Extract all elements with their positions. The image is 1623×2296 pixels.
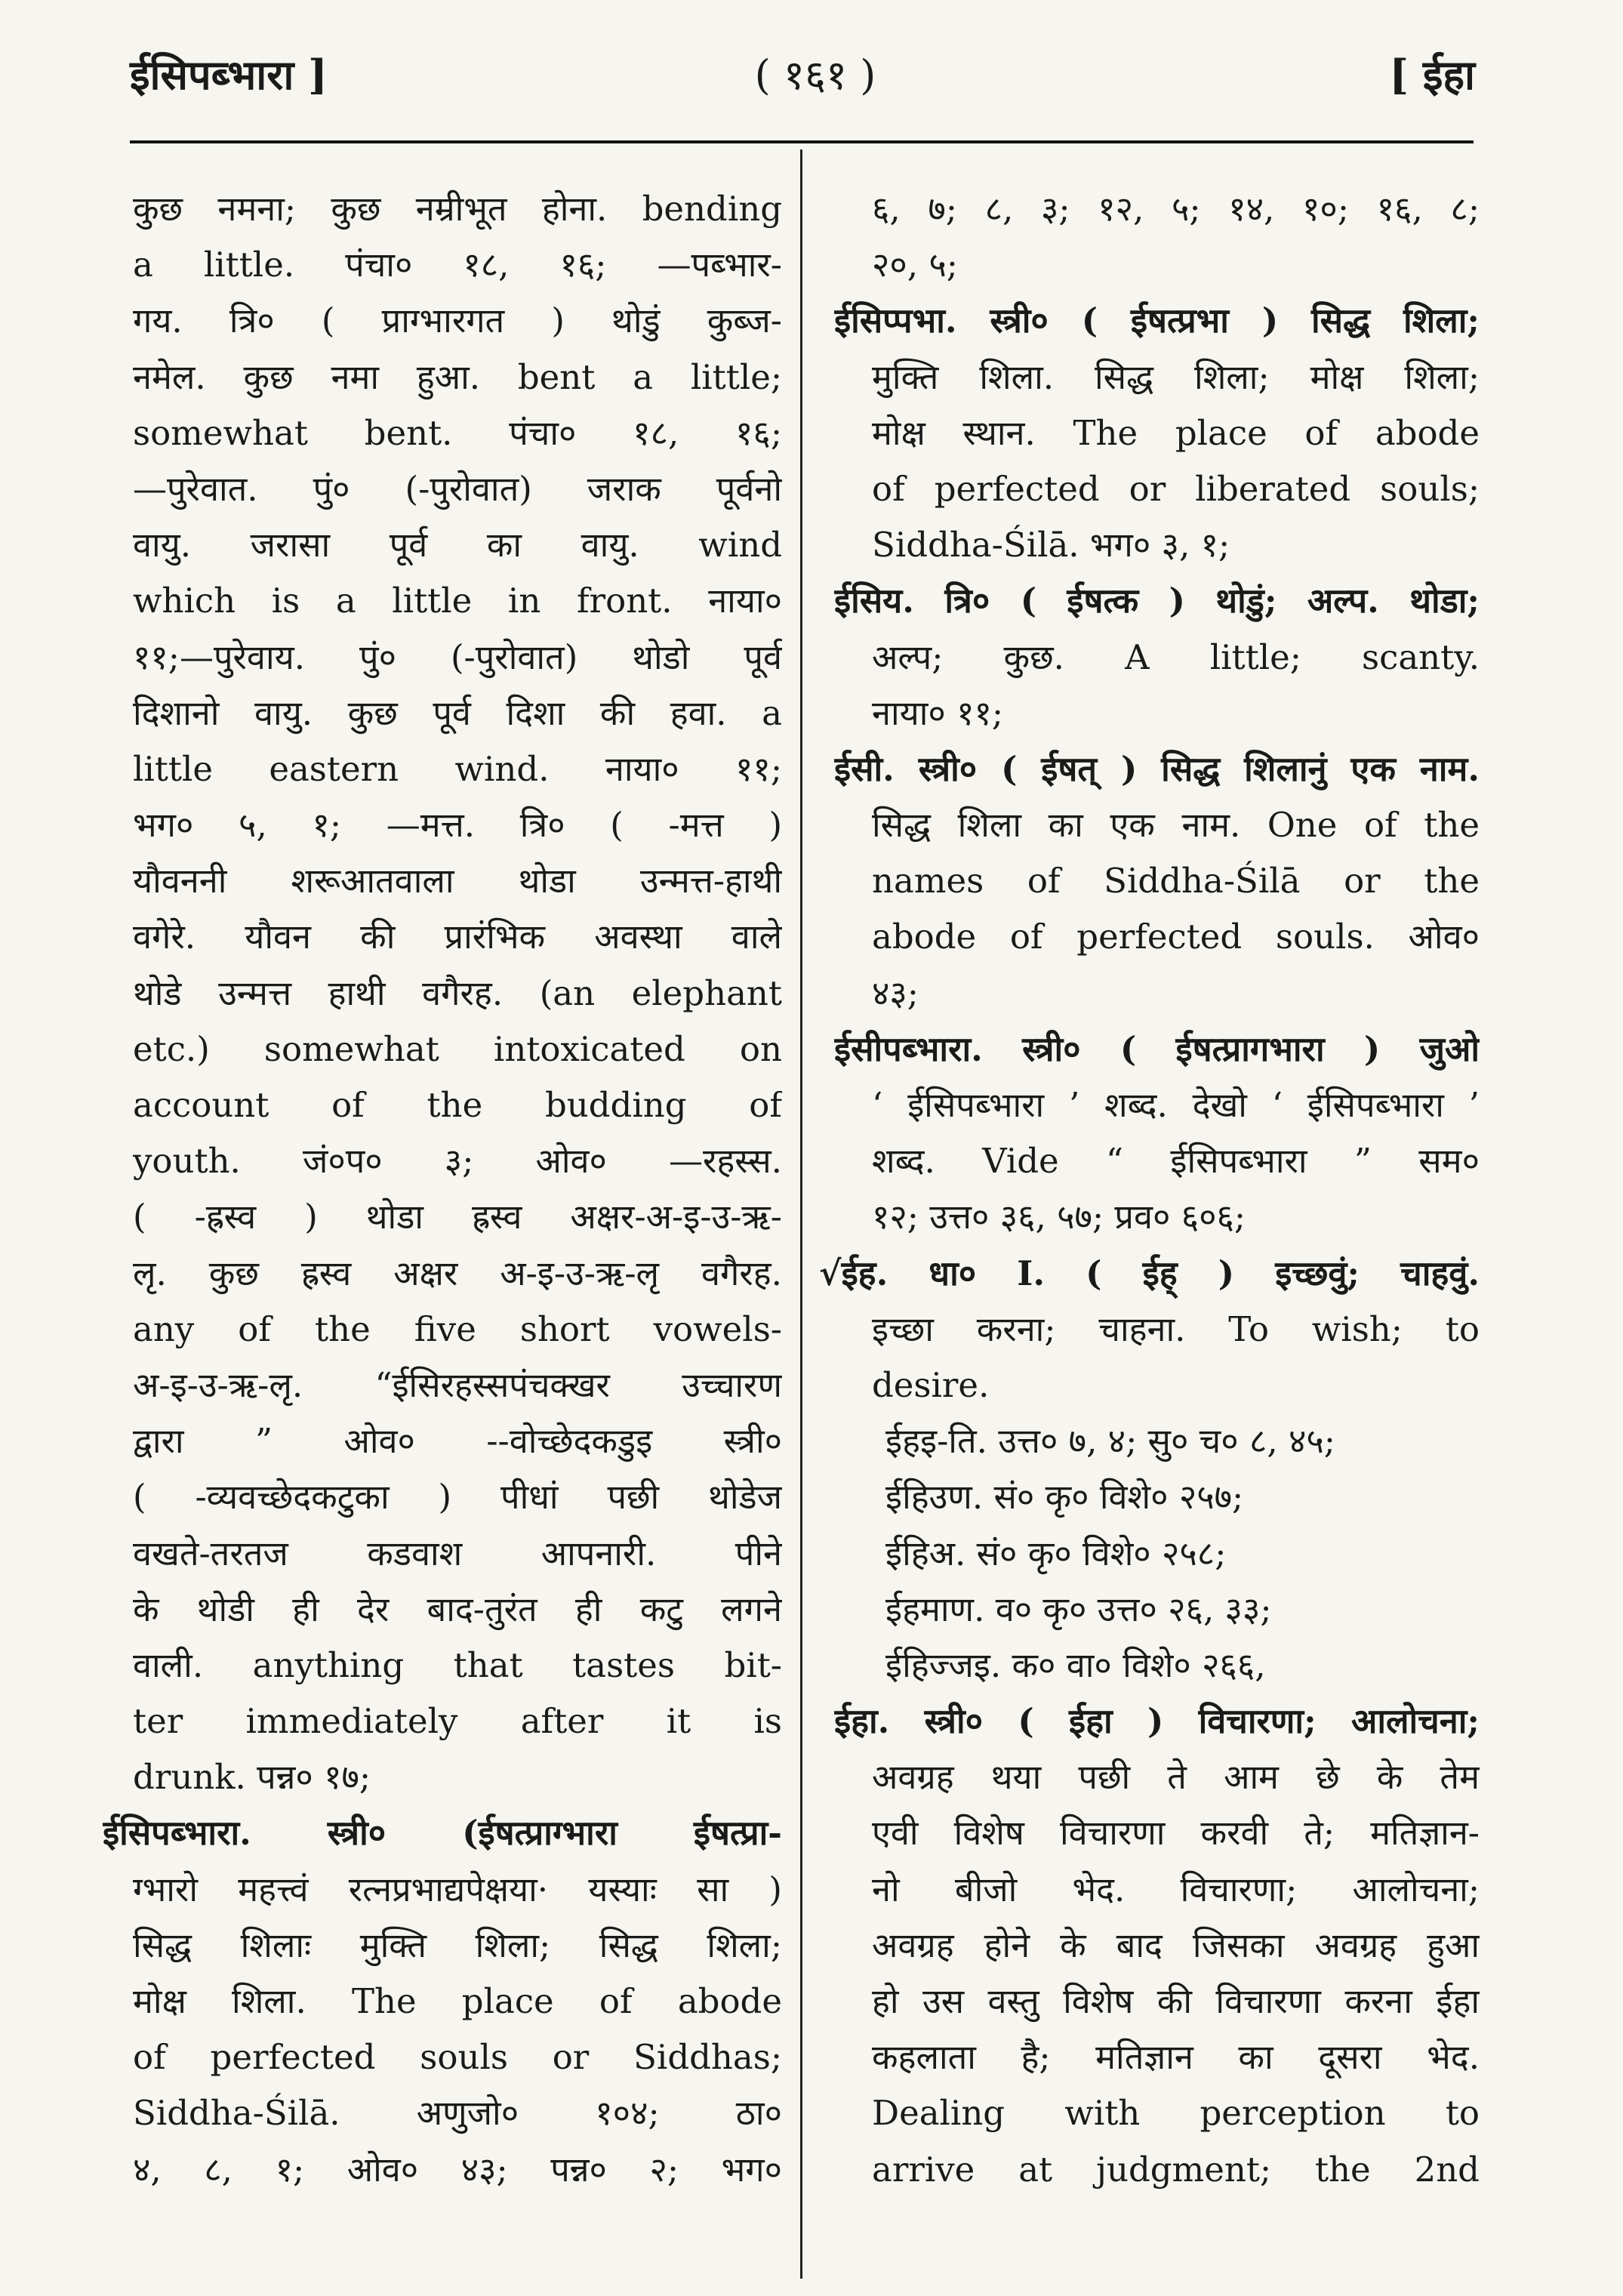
text-line: कहलाता है; मतिज्ञान का दूसरा भेद. (872, 2037, 1480, 2078)
text-line: अवग्रह होने के बाद जिसका अवग्रह हुआ (872, 1925, 1480, 1965)
text-line: account of the budding of (133, 1085, 782, 1125)
text-line: मुक्ति शिला. सिद्ध शिला; मोक्ष शिला; (872, 356, 1480, 397)
text-line: वखते-तरतज कडवाश आपनारी. पीने (133, 1533, 782, 1573)
text-line: यौवननी शरूआतवाला थोडा उन्मत्त-हाथी (133, 861, 782, 901)
text-line: अवग्रह थया पछी ते आम छे के तेम (872, 1757, 1480, 1798)
text-line: वगेरे. यौवन की प्रारंभिक अवस्था वाले (133, 917, 782, 957)
headword-line: ईसिपब्भारा. स्त्री० (ईषत्प्राग्भारा ईषत्प्रा- (103, 1813, 782, 1854)
text-line: Siddha-Śilā. अणुजो० १०४; ठा० (133, 2093, 782, 2134)
text-line: द्वारा ” ओव० --वोच्छेदकडुइ स्त्री० (133, 1421, 782, 1462)
text-line: desire. (872, 1364, 990, 1405)
text-line: ter immediately after it is (133, 1701, 782, 1742)
text-line: एवी विशेष विचारणा करवी ते; मतिज्ञान- (872, 1813, 1480, 1854)
text-line: ४३; (872, 972, 919, 1013)
form-line: ईहिउण. सं० कृ० विशे० २५७; (885, 1477, 1244, 1518)
right-column (819, 181, 1480, 2198)
text-line: little eastern wind. नाया० ११; (133, 748, 782, 789)
header-rule (130, 140, 1474, 143)
text-line: वायु. जरासा पूर्व का वायु. wind (133, 525, 782, 566)
header-left-guideword: ईसिपब्भारा ] (130, 51, 328, 99)
text-line: ( -ह्रस्व ) थोडा ह्रस्व अक्षर-अ-इ-उ-ऋ- (133, 1197, 782, 1237)
text-line: सिद्ध शिलाः मुक्ति शिला; सिद्ध शिला; (133, 1925, 782, 1965)
form-line: ईहमाण. व० कृ० उत्त० २६, ३३; (885, 1589, 1272, 1629)
text-line: ४, ८, १; ओव० ४३; पन्न० २; भग० (133, 2149, 782, 2190)
text-line: ११;—पुरेवाय. पुं० (-पुरोवात) थोडो पूर्व (133, 636, 782, 677)
text-line: etc.) somewhat intoxicated on (133, 1028, 782, 1069)
text-line: ६, ७; ८, ३; १२, ५; १४, १०; १६, ८; (872, 189, 1480, 229)
text-line: names of Siddha-Śilā or the (872, 861, 1480, 901)
headword-line: √ईह. धा० I. ( ईह् ) इच्छवुं; चाहवुं. (819, 1253, 1480, 1293)
text-line: २०, ५; (872, 245, 958, 285)
text-line: लृ. कुछ ह्रस्व अक्षर अ-इ-उ-ऋ-लृ वगैरह. (133, 1253, 782, 1293)
form-line: ईहिअ. सं० कृ० विशे० २५८; (885, 1533, 1227, 1573)
text-line: भग० ५, १; —मत्त. त्रि० ( -मत्त ) (133, 805, 782, 846)
text-line: abode of perfected souls. ओव० (872, 917, 1480, 957)
text-line: नो बीजो भेद. विचारणा; आलोचना; (872, 1869, 1480, 1909)
text-line: कुछ नमना; कुछ नम्रीभूत होना. bending (133, 189, 782, 229)
text-line: youth. जं०प० ३; ओव० —रहस्स. (133, 1141, 782, 1182)
text-line: a little. पंचा० १८, १६; —पब्भार- (133, 245, 782, 285)
text-line: of perfected or liberated souls; (872, 468, 1480, 509)
text-line: ( -व्यवच्छेदकटुका ) पीधां पछी थोडेज (133, 1477, 782, 1518)
text-line: हो उस वस्तु विशेष की विचारणा करना ईहा (872, 1981, 1480, 2021)
text-line: अल्प; कुछ. A little; scanty. (872, 636, 1480, 677)
text-line: अ-इ-उ-ऋ-लृ. “ईसिरहस्सपंचक्खर उच्चारण (133, 1364, 782, 1405)
text-line: नमेल. कुछ नमा हुआ. bent a little; (133, 356, 782, 397)
header-right-guideword: [ ईहा (1389, 51, 1475, 99)
text-line: शब्द. Vide “ ईसिपब्भारा ” सम० (872, 1141, 1480, 1182)
form-line: ईहिज्जइ. क० वा० विशे० २६६, (885, 1644, 1266, 1685)
text-line: ग्भारो महत्त्वं रत्नप्रभाद्यपेक्षया· यस्याः सा ) (133, 1869, 782, 1909)
text-line: —पुरेवात. पुं० (-पुरोवात) जराक पूर्वनो (133, 468, 782, 509)
headword-line: ईसिय. त्रि० ( ईषत्क ) थोडुं; अल्प. थोडा; (834, 581, 1480, 621)
text-line: of perfected souls or Siddhas; (133, 2037, 782, 2078)
text-line: which is a little in front. नाया० (133, 581, 782, 621)
page-header (0, 45, 1623, 106)
text-line: गय. त्रि० ( प्राग्भारगत ) थोडुं कुब्ज- (133, 300, 782, 341)
column-divider (800, 149, 802, 2279)
text-line: के थोडी ही देर बाद-तुरंत ही कटु लगने (133, 1589, 782, 1629)
text-line: १२; उत्त० ३६, ५७; प्रव० ६०६; (872, 1197, 1246, 1237)
text-line: इच्छा करना; चाहना. To wish; to (872, 1308, 1480, 1349)
text-line: ‘ ईसिपब्भारा ’ शब्द. देखो ‘ ईसिपब्भारा ’ (872, 1085, 1480, 1125)
text-line: arrive at judgment; the 2nd (872, 2149, 1480, 2190)
text-line: Siddha-Śilā. भग० ३, १; (872, 525, 1230, 566)
headword-line: ईहा. स्त्री० ( ईहा ) विचारणा; आलोचना; (834, 1701, 1480, 1742)
headword-line: ईसी. स्त्री० ( ईषत् ) सिद्ध शिलानुं एक नाम. (834, 748, 1480, 789)
headword-line: ईसीपब्भारा. स्त्री० ( ईषत्प्रागभारा ) जुओ (834, 1028, 1480, 1069)
text-line: Dealing with perception to (872, 2093, 1480, 2134)
page-number: ( १६१ ) (754, 51, 876, 99)
left-column (103, 181, 782, 2198)
text-line: मोक्ष स्थान. The place of abode (872, 412, 1480, 453)
text-line: दिशानो वायु. कुछ पूर्व दिशा की हवा. a (133, 692, 782, 733)
text-line: वाली. anything that tastes bit- (133, 1644, 782, 1685)
headword-line: ईसिप्पभा. स्त्री० ( ईषत्प्रभा ) सिद्ध शिला; (834, 300, 1480, 341)
text-line: थोडे उन्मत्त हाथी वगैरह. (an elephant (133, 972, 782, 1013)
form-line: ईहइ-ति. उत्त० ७, ४; सु० च० ८, ४५; (885, 1421, 1335, 1462)
text-line: somewhat bent. पंचा० १८, १६; (133, 412, 782, 453)
text-line: नाया० ११; (872, 692, 1004, 733)
text-line: सिद्ध शिला का एक नाम. One of the (872, 805, 1480, 846)
text-line: मोक्ष शिला. The place of abode (133, 1981, 782, 2021)
text-line: any of the five short vowels- (133, 1308, 782, 1349)
text-line: drunk. पन्न० १७; (133, 1757, 371, 1798)
